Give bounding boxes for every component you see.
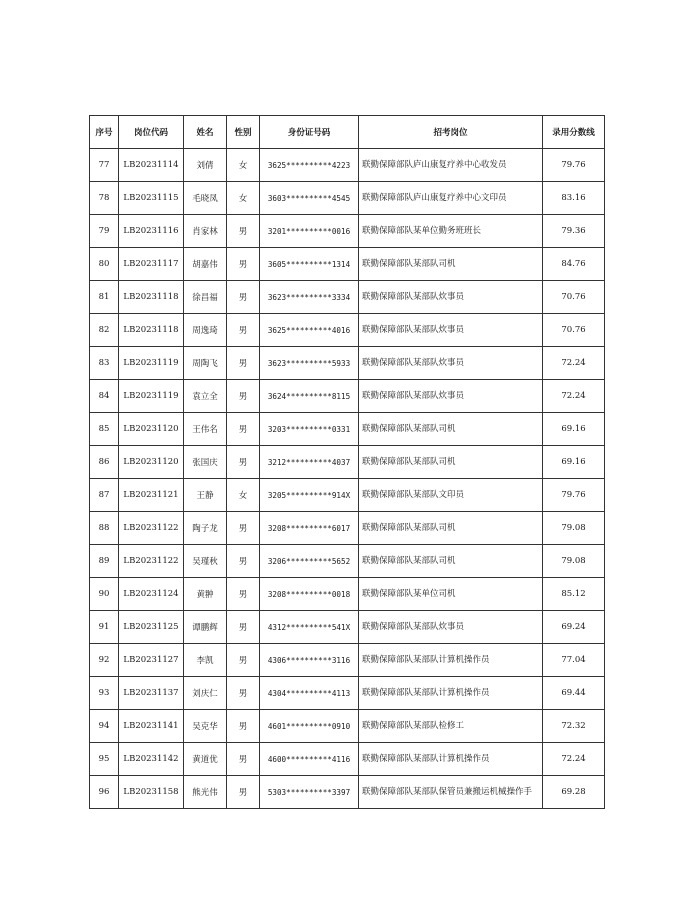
header-post: 招考岗位	[359, 116, 543, 149]
name-cell: 毛晓凤	[184, 182, 227, 215]
post-cell: 联勤保障部队某部队计算机操作员	[359, 743, 543, 776]
row-no-cell: 93	[90, 677, 119, 710]
name-cell: 周逸琦	[184, 314, 227, 347]
score-cell: 72.32	[543, 710, 605, 743]
gender-cell: 男	[227, 248, 260, 281]
score-cell: 79.76	[543, 149, 605, 182]
id-number-cell: 3624**********8115	[260, 380, 359, 413]
post-code-cell: LB20231141	[119, 710, 184, 743]
name-cell: 胡嘉伟	[184, 248, 227, 281]
id-number-cell: 4304**********4113	[260, 677, 359, 710]
name-cell: 袁立全	[184, 380, 227, 413]
score-cell: 72.24	[543, 347, 605, 380]
post-cell: 联勤保障部队某部队炊事员	[359, 380, 543, 413]
table-row	[90, 215, 605, 248]
post-cell: 联勤保障部队某部队炊事员	[359, 314, 543, 347]
score-cell: 79.08	[543, 512, 605, 545]
post-code-cell: LB20231137	[119, 677, 184, 710]
id-number-cell: 3623**********3334	[260, 281, 359, 314]
gender-cell: 女	[227, 149, 260, 182]
post-cell: 联勤保障部队某部队文印员	[359, 479, 543, 512]
post-cell: 联勤保障部队某单位司机	[359, 578, 543, 611]
table-row	[90, 182, 605, 215]
row-no-cell: 80	[90, 248, 119, 281]
id-number-cell: 4601**********0910	[260, 710, 359, 743]
gender-cell: 男	[227, 578, 260, 611]
id-number-cell: 3623**********5933	[260, 347, 359, 380]
gender-cell: 女	[227, 479, 260, 512]
name-cell: 肖家林	[184, 215, 227, 248]
post-cell: 联勤保障部队某部队计算机操作员	[359, 677, 543, 710]
score-cell: 83.16	[543, 182, 605, 215]
post-code-cell: LB20231116	[119, 215, 184, 248]
table-row	[90, 149, 605, 182]
row-no-cell: 95	[90, 743, 119, 776]
row-no-cell: 89	[90, 545, 119, 578]
header-post-code: 岗位代码	[119, 116, 184, 149]
header-name: 姓名	[184, 116, 227, 149]
gender-cell: 男	[227, 611, 260, 644]
post-cell: 联勤保障部队某部队司机	[359, 446, 543, 479]
score-cell: 72.24	[543, 380, 605, 413]
score-cell: 69.44	[543, 677, 605, 710]
row-no-cell: 84	[90, 380, 119, 413]
id-number-cell: 3603**********4545	[260, 182, 359, 215]
post-code-cell: LB20231120	[119, 413, 184, 446]
post-cell: 联勤保障部队某部队司机	[359, 413, 543, 446]
score-cell: 79.36	[543, 215, 605, 248]
header-no: 序号	[90, 116, 119, 149]
table-row	[90, 743, 605, 776]
table-row	[90, 611, 605, 644]
table-row	[90, 512, 605, 545]
gender-cell: 男	[227, 677, 260, 710]
post-cell: 联勤保障部队某部队炊事员	[359, 281, 543, 314]
table-row	[90, 644, 605, 677]
gender-cell: 男	[227, 215, 260, 248]
table-row	[90, 776, 605, 809]
id-number-cell: 3208**********0018	[260, 578, 359, 611]
name-cell: 吴瑾秋	[184, 545, 227, 578]
row-no-cell: 92	[90, 644, 119, 677]
table-row	[90, 314, 605, 347]
table-row	[90, 413, 605, 446]
post-code-cell: LB20231124	[119, 578, 184, 611]
gender-cell: 男	[227, 281, 260, 314]
id-number-cell: 3203**********0331	[260, 413, 359, 446]
post-code-cell: LB20231118	[119, 281, 184, 314]
post-cell: 联勤保障部队某部队检修工	[359, 710, 543, 743]
post-code-cell: LB20231125	[119, 611, 184, 644]
name-cell: 刘倩	[184, 149, 227, 182]
name-cell: 陶子龙	[184, 512, 227, 545]
gender-cell: 男	[227, 347, 260, 380]
id-number-cell: 3212**********4037	[260, 446, 359, 479]
table-row	[90, 248, 605, 281]
row-no-cell: 87	[90, 479, 119, 512]
gender-cell: 男	[227, 644, 260, 677]
header-score: 录用分数线	[543, 116, 605, 149]
score-cell: 70.76	[543, 281, 605, 314]
score-cell: 72.24	[543, 743, 605, 776]
post-cell: 联勤保障部队某单位勤务班班长	[359, 215, 543, 248]
row-no-cell: 96	[90, 776, 119, 809]
post-code-cell: LB20231158	[119, 776, 184, 809]
post-cell: 联勤保障部队某部队司机	[359, 248, 543, 281]
table-row	[90, 479, 605, 512]
post-code-cell: LB20231120	[119, 446, 184, 479]
post-code-cell: LB20231122	[119, 512, 184, 545]
name-cell: 黄翀	[184, 578, 227, 611]
id-number-cell: 3201**********0016	[260, 215, 359, 248]
row-no-cell: 83	[90, 347, 119, 380]
post-cell: 联勤保障部队某部队计算机操作员	[359, 644, 543, 677]
name-cell: 谭鹏辉	[184, 611, 227, 644]
name-cell: 王静	[184, 479, 227, 512]
row-no-cell: 79	[90, 215, 119, 248]
name-cell: 徐昌福	[184, 281, 227, 314]
post-cell: 联勤保障部队某部队保管员兼搬运机械操作手	[359, 776, 543, 809]
score-cell: 69.24	[543, 611, 605, 644]
header-gender: 性别	[227, 116, 260, 149]
post-code-cell: LB20231119	[119, 347, 184, 380]
row-no-cell: 88	[90, 512, 119, 545]
id-number-cell: 3605**********1314	[260, 248, 359, 281]
row-no-cell: 82	[90, 314, 119, 347]
name-cell: 王伟名	[184, 413, 227, 446]
post-code-cell: LB20231122	[119, 545, 184, 578]
gender-cell: 男	[227, 710, 260, 743]
id-number-cell: 4600**********4116	[260, 743, 359, 776]
row-no-cell: 78	[90, 182, 119, 215]
post-cell: 联勤保障部队某部队司机	[359, 545, 543, 578]
post-code-cell: LB20231119	[119, 380, 184, 413]
score-cell: 85.12	[543, 578, 605, 611]
post-code-cell: LB20231118	[119, 314, 184, 347]
post-code-cell: LB20231127	[119, 644, 184, 677]
gender-cell: 女	[227, 182, 260, 215]
id-number-cell: 3625**********4016	[260, 314, 359, 347]
score-cell: 69.16	[543, 413, 605, 446]
table-row	[90, 578, 605, 611]
post-cell: 联勤保障部队某部队炊事员	[359, 347, 543, 380]
header-id-number: 身份证号码	[260, 116, 359, 149]
post-code-cell: LB20231117	[119, 248, 184, 281]
id-number-cell: 4312**********541X	[260, 611, 359, 644]
post-cell: 联勤保障部队某部队司机	[359, 512, 543, 545]
name-cell: 周陶飞	[184, 347, 227, 380]
score-cell: 77.04	[543, 644, 605, 677]
name-cell: 熊光伟	[184, 776, 227, 809]
results-table	[89, 115, 605, 809]
table-row	[90, 545, 605, 578]
id-number-cell: 5303**********3397	[260, 776, 359, 809]
table-row	[90, 380, 605, 413]
row-no-cell: 85	[90, 413, 119, 446]
row-no-cell: 86	[90, 446, 119, 479]
row-no-cell: 91	[90, 611, 119, 644]
score-cell: 70.76	[543, 314, 605, 347]
post-cell: 联勤保障部队某部队炊事员	[359, 611, 543, 644]
row-no-cell: 90	[90, 578, 119, 611]
gender-cell: 男	[227, 776, 260, 809]
row-no-cell: 81	[90, 281, 119, 314]
id-number-cell: 3206**********5652	[260, 545, 359, 578]
score-cell: 79.08	[543, 545, 605, 578]
name-cell: 刘庆仁	[184, 677, 227, 710]
post-cell: 联勤保障部队庐山康复疗养中心文印员	[359, 182, 543, 215]
post-code-cell: LB20231114	[119, 149, 184, 182]
gender-cell: 男	[227, 545, 260, 578]
id-number-cell: 3625**********4223	[260, 149, 359, 182]
post-code-cell: LB20231121	[119, 479, 184, 512]
score-cell: 84.76	[543, 248, 605, 281]
score-cell: 69.28	[543, 776, 605, 809]
id-number-cell: 4306**********3116	[260, 644, 359, 677]
table-row	[90, 347, 605, 380]
name-cell: 黄道优	[184, 743, 227, 776]
name-cell: 李凯	[184, 644, 227, 677]
table-row	[90, 281, 605, 314]
table-row	[90, 677, 605, 710]
name-cell: 张国庆	[184, 446, 227, 479]
table-row	[90, 710, 605, 743]
row-no-cell: 94	[90, 710, 119, 743]
table-header-row	[90, 116, 605, 149]
name-cell: 吴克华	[184, 710, 227, 743]
post-code-cell: LB20231142	[119, 743, 184, 776]
gender-cell: 男	[227, 314, 260, 347]
gender-cell: 男	[227, 446, 260, 479]
score-cell: 69.16	[543, 446, 605, 479]
gender-cell: 男	[227, 743, 260, 776]
gender-cell: 男	[227, 512, 260, 545]
row-no-cell: 77	[90, 149, 119, 182]
post-cell: 联勤保障部队庐山康复疗养中心收发员	[359, 149, 543, 182]
gender-cell: 男	[227, 413, 260, 446]
table-row	[90, 446, 605, 479]
id-number-cell: 3208**********6017	[260, 512, 359, 545]
post-code-cell: LB20231115	[119, 182, 184, 215]
gender-cell: 男	[227, 380, 260, 413]
id-number-cell: 3205**********914X	[260, 479, 359, 512]
score-cell: 79.76	[543, 479, 605, 512]
